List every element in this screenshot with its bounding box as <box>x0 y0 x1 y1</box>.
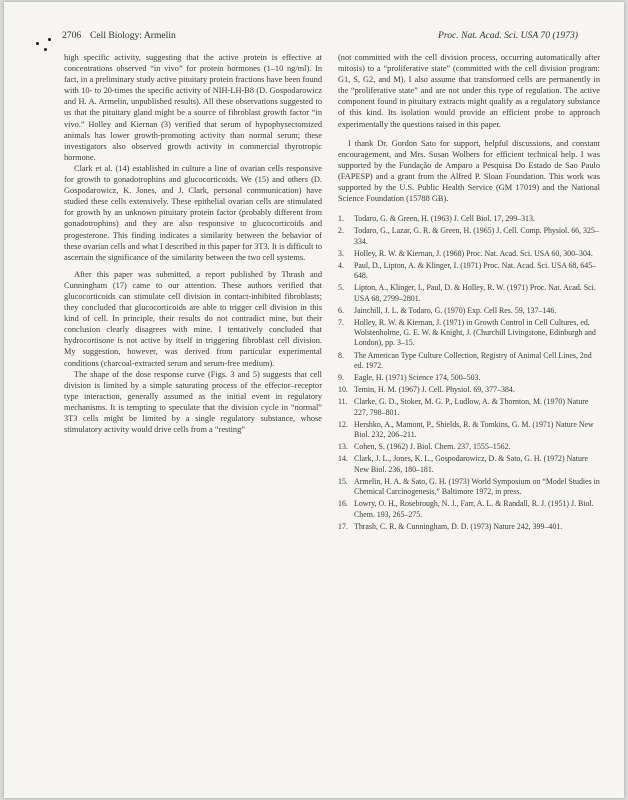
paragraph: The shape of the dose response curve (Figs. 3 and 5) suggests that cell division is limited by a simple saturating process of the effector–receptor type interaction, generally assumed as the initial event in regulatory mechanisms. It is tempting to speculate that the division cycle in “normal” 3T3 cells might be limited by a single regulatory substance, whose stimulatory activity would drive cells from a “resting” <box>64 369 322 435</box>
punch-mark <box>48 38 51 41</box>
reference-text: Lowry, O. H., Rosebrough, N. J., Farr, A. L. & Randall, R. J. (1951) J. Biol. Chem. 193, 265–275. <box>354 499 594 519</box>
reference-item <box>338 318 600 349</box>
reference-item <box>338 261 600 281</box>
acknowledgment: I thank Dr. Gordon Sato for support, helpful discussions, and constant encouragement, and Mrs. Susan Wolbers for efficient technical help. I was supported by the Fundação de Amparo a Pesquisa Do Estado de Sao Paulo (FAPESP) and a grant from the Alfred P. Sloan Foundation. This work was supported by the U.S. Public Health Service (GM 17019) and the National Science Foundation (15788 GB). <box>338 138 600 204</box>
paragraph: After this paper was submitted, a report published by Thrash and Cunningham (17) came to our attention. These authors verified that glucocorticoids can stimulate cell division in contact-inhibited fibroblasts; they concluded that glucocorticoids are able to trigger cell division in this kind of cell. In principle, their results do not contradict mine, but their conclusion clearly disagrees with mine. I tentatively concluded that hydrocortisone is not active by itself in triggering fibroblast cell division. My suggestion, however, was derived from particular experimental conditions (charcoal-extracted serum and serum-free medium). <box>64 269 322 368</box>
reference-text: Cohen, S. (1962) J. Biol. Chem. 237, 1555–1562. <box>354 442 511 452</box>
reference-item <box>338 385 600 395</box>
right-column <box>338 52 600 534</box>
reference-text: Armelin, H. A. & Sato, G. H. (1973) World Symposium on “Model Studies in Chemical Carcinogenesis,” Baltimore 1972, in press. <box>354 476 600 497</box>
reference-number: 10. <box>338 385 348 395</box>
paragraph: (not committed with the cell division process, occurring automatically after mitosis) to a “proliferative state” (committed with the cell division program: G1, S, G2, and M). I also assume that transformed cells are permanently in the “proliferative state” and are not under this type of regulation. The active component found in pituitary extracts might qualify as a regulatory substance of this kind. Its isolation would provide an efficient probe to approach experimentally the questions raised in this paper. <box>338 53 600 129</box>
reference-number: 3. <box>338 248 344 258</box>
references-list <box>338 214 600 532</box>
reference-text: Holley, R. W. & Kiernan, J. (1971) in Growth Control in Cell Cultures, ed. Wolstenholme, G. E. W. & Knight, J. (Churchill Livingstone, Edinburgh and London), pp. 3–15. <box>354 318 596 348</box>
paper-page <box>4 2 624 798</box>
reference-item <box>338 306 600 316</box>
reference-text: Hershko, A., Mamont, P., Shields, R. & Tomkins, G. M. (1971) Nature New Biol. 232, 206–211. <box>354 419 594 440</box>
punch-mark <box>36 42 39 45</box>
reference-item <box>338 214 600 224</box>
reference-item <box>338 499 600 519</box>
reference-text: Eagle, H. (1971) Science 174, 500–503. <box>354 373 481 383</box>
reference-item <box>338 351 600 371</box>
paragraph: high specific activity, suggesting that the active protein is effective at concentrations observed “in vivo” for protein hormones (1–10 ng/ml). In fact, in a preliminary study active pituitary protein fractions have been found with 10- to 20-times the specific activity of NIH-LH-B8 (D. Gospodarowicz and H. A. Armelin, unpublished results). All these observations suggested to us that the pituitary gland might be a source of fibroblast growth factor “in vivo.” Holley and Kiernan (3) verified that serum of hypophysectomized animals has lower growth-promoting activity than normal serum; these investigators also observed growth activity in commercial thyrotropic hormone. <box>64 53 322 162</box>
reference-number: 6. <box>338 305 344 315</box>
reference-text: Thrash, C. R. & Cunningham, D. D. (1973) Nature 242, 399–401. <box>354 521 563 531</box>
reference-item <box>338 477 600 497</box>
journal-citation: Proc. Nat. Acad. Sci. USA 70 (1973) <box>438 30 578 41</box>
reference-item <box>338 420 600 440</box>
page-number: 2706 <box>62 30 82 41</box>
reference-number: 15. <box>338 476 348 486</box>
reference-number: 16. <box>338 499 348 509</box>
reference-text: Todaro, G., Lazar, G. R. & Green, H. (1965) J. Cell. Comp. Physiol. 66, 325–334. <box>354 226 599 246</box>
reference-number: 1. <box>338 214 344 224</box>
reference-text: Paul, D., Lipton, A. & Klinger, I. (1971) Proc. Nat. Acad. Sci. USA 68, 645–648. <box>354 261 597 281</box>
reference-number: 2. <box>338 226 344 236</box>
reference-number: 13. <box>338 442 348 452</box>
reference-text: Lipton, A., Klinger, I., Paul, D. & Holley, R. W. (1971) Proc. Nat. Acad. Sci. USA 68, 2799–2801. <box>354 283 596 303</box>
paragraph: Clark et al. (14) established in culture a line of ovarian cells responsive for growth to gonadotrophins and glucocorticoids. We (15) and others (D. Gospodarowicz, K. Jones, and J. Clark, personal communication) have studied these cells extensively. These epithelial ovarian cells are stimulated for growth by an unknown pituitary protein factor (probably different from gonadotrophins) and they are also responsive to glucocorticoids and progesterone. This finding indicates a similarity between the behavior of these ovarian cells and what I described in this paper for 3T3. It is difficult to ascertain the significance of the similarity between the two cell systems. <box>64 163 322 262</box>
reference-number: 12. <box>338 419 348 429</box>
reference-item <box>338 397 600 417</box>
reference-number: 7. <box>338 318 344 328</box>
punch-mark <box>44 48 47 51</box>
reference-number: 11. <box>338 397 348 407</box>
reference-number: 5. <box>338 283 344 293</box>
reference-number: 4. <box>338 261 344 271</box>
reference-number: 9. <box>338 373 344 383</box>
reference-text: Todaro, G. & Green, H. (1963) J. Cell Biol. 17, 299–313. <box>354 214 535 224</box>
reference-item <box>338 249 600 259</box>
reference-text: Jainchill, J. L. & Todaro, G. (1970) Exp. Cell Res. 59, 137–146. <box>354 305 557 315</box>
reference-text: Clark, J. L., Jones, K. L., Gospodarowicz, D. & Sato, G. H. (1972) Nature New Biol. 236, 180–181. <box>354 454 589 474</box>
left-column <box>64 52 322 435</box>
reference-item <box>338 226 600 246</box>
reference-text: Holley, R. W. & Kiernan, J. (1968) Proc. Nat. Acad. Sci. USA 60, 300–304. <box>354 248 593 258</box>
reference-text: The American Type Culture Collection, Registry of Animal Cell Lines, 2nd ed. 1972. <box>354 350 592 370</box>
reference-item <box>338 522 600 532</box>
reference-item <box>338 454 600 474</box>
reference-item <box>338 373 600 383</box>
reference-item <box>338 442 600 452</box>
reference-item <box>338 283 600 303</box>
reference-number: 17. <box>338 521 348 531</box>
reference-text: Clarke, G. D., Stoker, M. G. P., Ludlow, A. & Thornton, M. (1970) Nature 227, 798–801. <box>354 397 589 417</box>
running-header <box>62 30 578 44</box>
reference-number: 8. <box>338 350 344 360</box>
reference-number: 14. <box>338 454 348 464</box>
section-author: Cell Biology: Armelin <box>90 30 176 41</box>
reference-text: Temin, H. M. (1967) J. Cell. Physiol. 69, 377–384. <box>354 385 515 395</box>
